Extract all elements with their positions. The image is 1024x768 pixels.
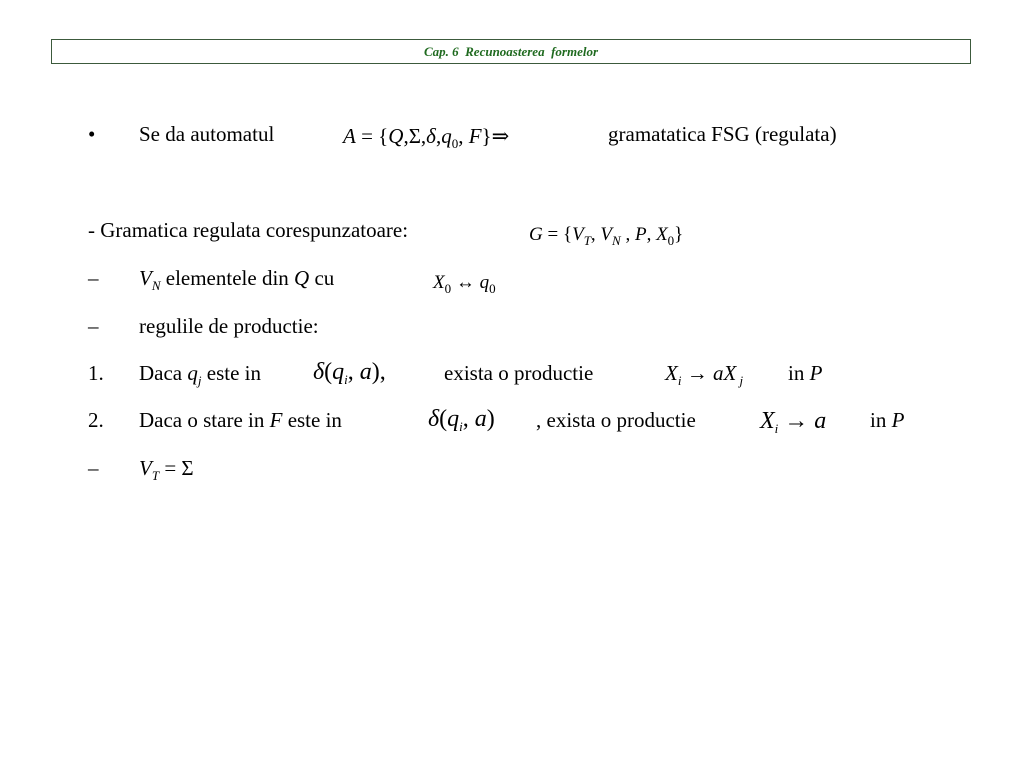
grammar-formula: $G = \{V_T$, $V_N$ , P, $X_0$}: [529, 224, 684, 248]
x0-q0-formula: $X_0$ ↔ $q_0$: [433, 272, 496, 296]
rule-number-1: 1.: [88, 361, 104, 385]
text-se-da-automatul: Se da automatul: [139, 122, 275, 146]
delta-qi-a-formula: $\delta(q_i$, a),: [313, 359, 386, 387]
text-regulile-de-productie: regulile de productie:: [139, 314, 319, 338]
production-formula: $X_i$ → aX $_j$: [665, 361, 744, 388]
text-daca-o-stare: Daca o stare in F este in: [139, 408, 342, 432]
text-in-p: in P: [870, 408, 905, 432]
text-gramatica-fsg: gramatatica FSG (regulata): [608, 122, 837, 146]
header-title: Cap. 6 Recunoasterea formelor: [423, 43, 599, 59]
header-box: [51, 39, 971, 64]
automaton-formula: $A = \{Q,\Sigma,\delta,q_0$, F}⇒: [343, 124, 510, 151]
text-gramatica-regulata: - Gramatica regulata corespunzatoare:: [88, 218, 409, 242]
text-daca-qj: Daca $q_j$ este in: [139, 361, 261, 388]
bullet-automaton: [0, 120, 1024, 154]
line-regulile: [0, 312, 1024, 346]
text-exista-o-productie: exista o productie: [444, 361, 594, 385]
dash-marker: –: [88, 456, 99, 480]
rule-2: [0, 406, 1024, 442]
dash-marker: –: [88, 266, 99, 290]
dash-marker: –: [88, 314, 99, 338]
production-formula: $X_i \to a$: [760, 408, 827, 436]
rule-number-2: 2.: [88, 408, 104, 432]
text-exista-o-productie: , exista o productie: [536, 408, 696, 432]
line-gramatica-regulata: [0, 216, 1024, 250]
text-in-p: in P: [788, 361, 823, 385]
delta-qi-a-formula: $\delta(q_i$, a): [428, 406, 495, 434]
vt-equals-sigma: $V_T = \Sigma$: [139, 456, 194, 483]
bullet-marker: •: [88, 122, 96, 146]
text-vn-elementele: $V_N$ elementele din Q cu: [139, 266, 335, 293]
rule-1: [0, 359, 1024, 395]
line-vn-elements: [0, 264, 1024, 298]
line-vt-sigma: [0, 454, 1024, 488]
